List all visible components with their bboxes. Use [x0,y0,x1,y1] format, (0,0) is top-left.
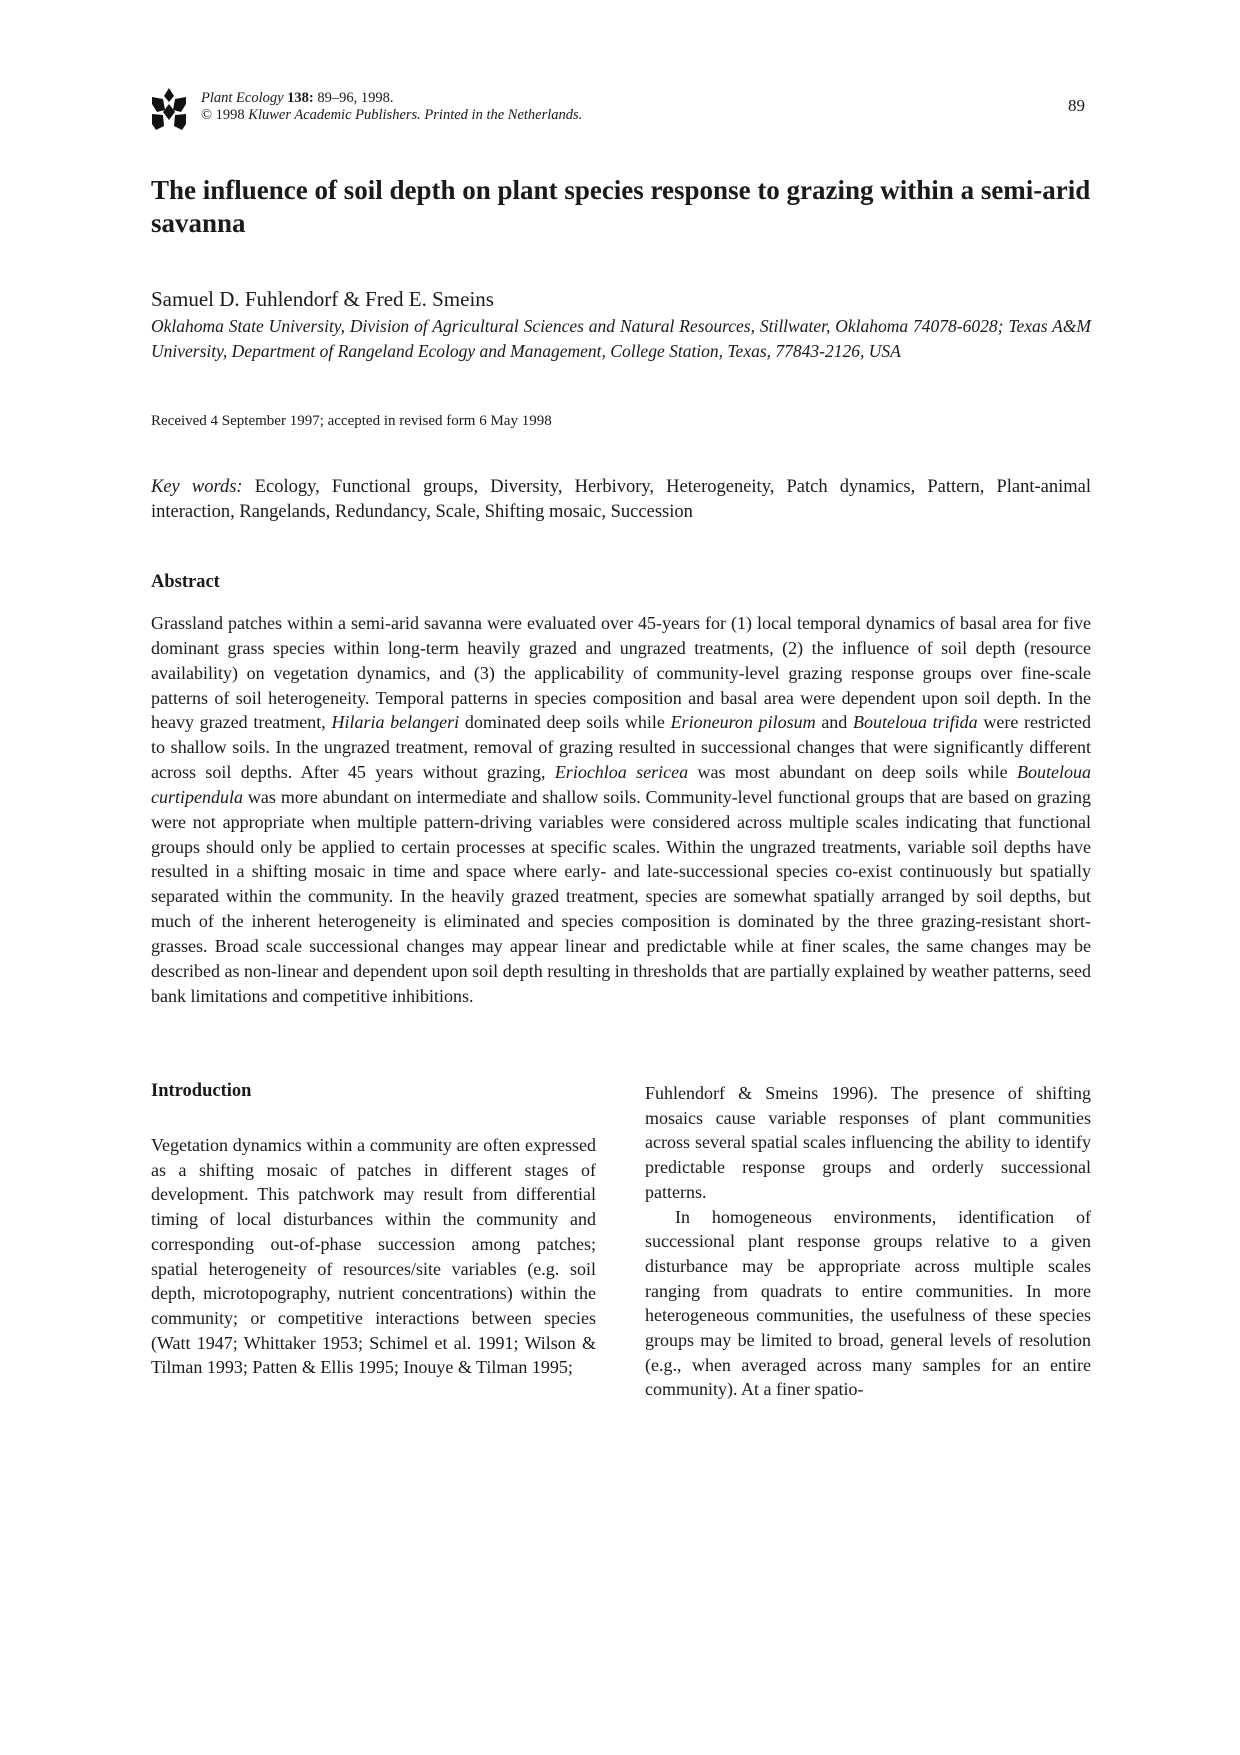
journal-citation [201,90,582,124]
abstract-text: and [815,712,853,733]
journal-volume: 138: [287,90,314,106]
introduction-paragraph: Fuhlendorf & Smeins 1996). The presence of shifting mosaics cause variable responses of plant communities across several spatial scales influencing the ability to identify predictable response groups and orderly successional patterns. [645,1083,1091,1202]
abstract-text: was most abundant on deep soils while [688,762,1017,783]
received-dates: Received 4 September 1997; accepted in revised form 6 May 1998 [151,413,552,429]
species-name: Bouteloua trifida [853,712,978,733]
journal-name: Plant Ecology [201,90,284,106]
species-name: Hilaria belangeri [331,712,460,733]
page-number: 89 [1068,96,1085,115]
introduction-paragraph: In homogeneous environments, identification of successional plant response groups relative to a given disturbance may be appropriate across multiple scales ranging from quadrats to entire communities. In more heterogeneous communities, the usefulness of these species groups may be limited to broad, general levels of resolution (e.g., when averaged across many samples for an entire community). At a finer spatio- [645,1206,1091,1400]
keywords-list: Ecology, Functional groups, Diversity, Herbivory, Heterogeneity, Patch dynamics, Pattern, Plant-animal interaction, Rangelands, Redundancy, Scale, Shifting mosaic, Succession [151,477,1091,522]
journal-pages-year: 89–96, 1998. [317,90,394,106]
abstract-heading: Abstract [151,572,220,592]
species-name: Eriochloa sericea [554,762,689,783]
abstract-text: dominated deep soils while [459,712,671,733]
copyright-year: 1998 [215,107,245,123]
species-name: Erioneuron pilosum [670,712,816,733]
publisher-logo-icon [152,88,186,130]
copyright-symbol: © [201,107,213,123]
abstract-text: was more abundant on intermediate and shallow soils. Community-level functional groups that are based on grazing were not appropriate when multiple pattern-driving variables were considered across multiple scales indicating that functional groups should only be applied to certain processes at specific scales. Within the ungrazed treatments, variable soil depths have resulted in a shifting mosaic in time and space where early- and late-successional species co-exist continuously but spatially separated within the community. In the heavily grazed treatment, species are somewhat spatially arranged by soil depths, but much of the inherent heterogeneity is eliminated and species composition is dominated by the three grazing-resistant short-grasses. Broad scale successional changes may appear linear and predictable while at finer scales, the same changes may be described as non-linear and dependent upon soil depth resulting in thresholds that are partially explained by weather patterns, seed bank limitations and competitive inhibitions. [151,786,1091,1006]
abstract-body [151,611,1091,1009]
journal-line-1 [201,90,582,107]
abstract-text: were restricted to shallow soils. In the ungrazed treatment, removal of grazing resulted in successional changes that were significantly different across soil depths. After 45 years without grazing, [151,712,1092,783]
article-title: The influence of soil depth on plant species response to grazing within a semi-arid savanna [151,175,1091,238]
article-authors: Samuel D. Fuhlendorf & Fred E. Smeins [151,287,494,311]
keywords [151,475,1091,525]
keywords-label: Key words: [151,477,243,497]
abstract-text: Grassland patches within a semi-arid savanna were evaluated over 45-years for (1) local temporal dynamics of basal area for five dominant grass species within long-term heavily grazed and ungrazed treatments, (2) the influence of soil depth (resource availability) on vegetation dynamics, and (3) the applicability of community-level grazing response groups over fine-scale patterns of soil heterogeneity. Temporal patterns in species composition and basal area were dependent upon soil depth. In the heavy grazed treatment, [151,613,1091,733]
introduction-right-column [645,1081,1091,1402]
printed-in: Printed in the Netherlands. [424,107,583,123]
introduction-heading: Introduction [151,1081,252,1101]
introduction-left-column: Vegetation dynamics within a community are often expressed as a shifting mosaic of patches in different stages of development. This patchwork may result from differential timing of local disturbances within the community and corresponding out-of-phase succession among patches; spatial heterogeneity of resources/site variables (e.g. soil depth, microtopography, nutrient concentrations) within the community; or competitive interactions between species (Watt 1947; Whittaker 1953; Schimel et al. 1991; Wilson & Tilman 1993; Patten & Ellis 1995; Inouye & Tilman 1995; [151,1135,596,1378]
author-affiliation: Oklahoma State University, Division of Agricultural Sciences and Natural Resources, Stillwater, Oklahoma 74078-6028; Texas A&M University, Department of Rangeland Ecology and Management, College Station, Texas, 77843-2126, USA [151,316,1091,361]
publisher-name: Kluwer Academic Publishers. [248,107,421,123]
journal-line-2 [201,107,582,124]
species-name: Bouteloua curtipendula [151,762,1091,807]
